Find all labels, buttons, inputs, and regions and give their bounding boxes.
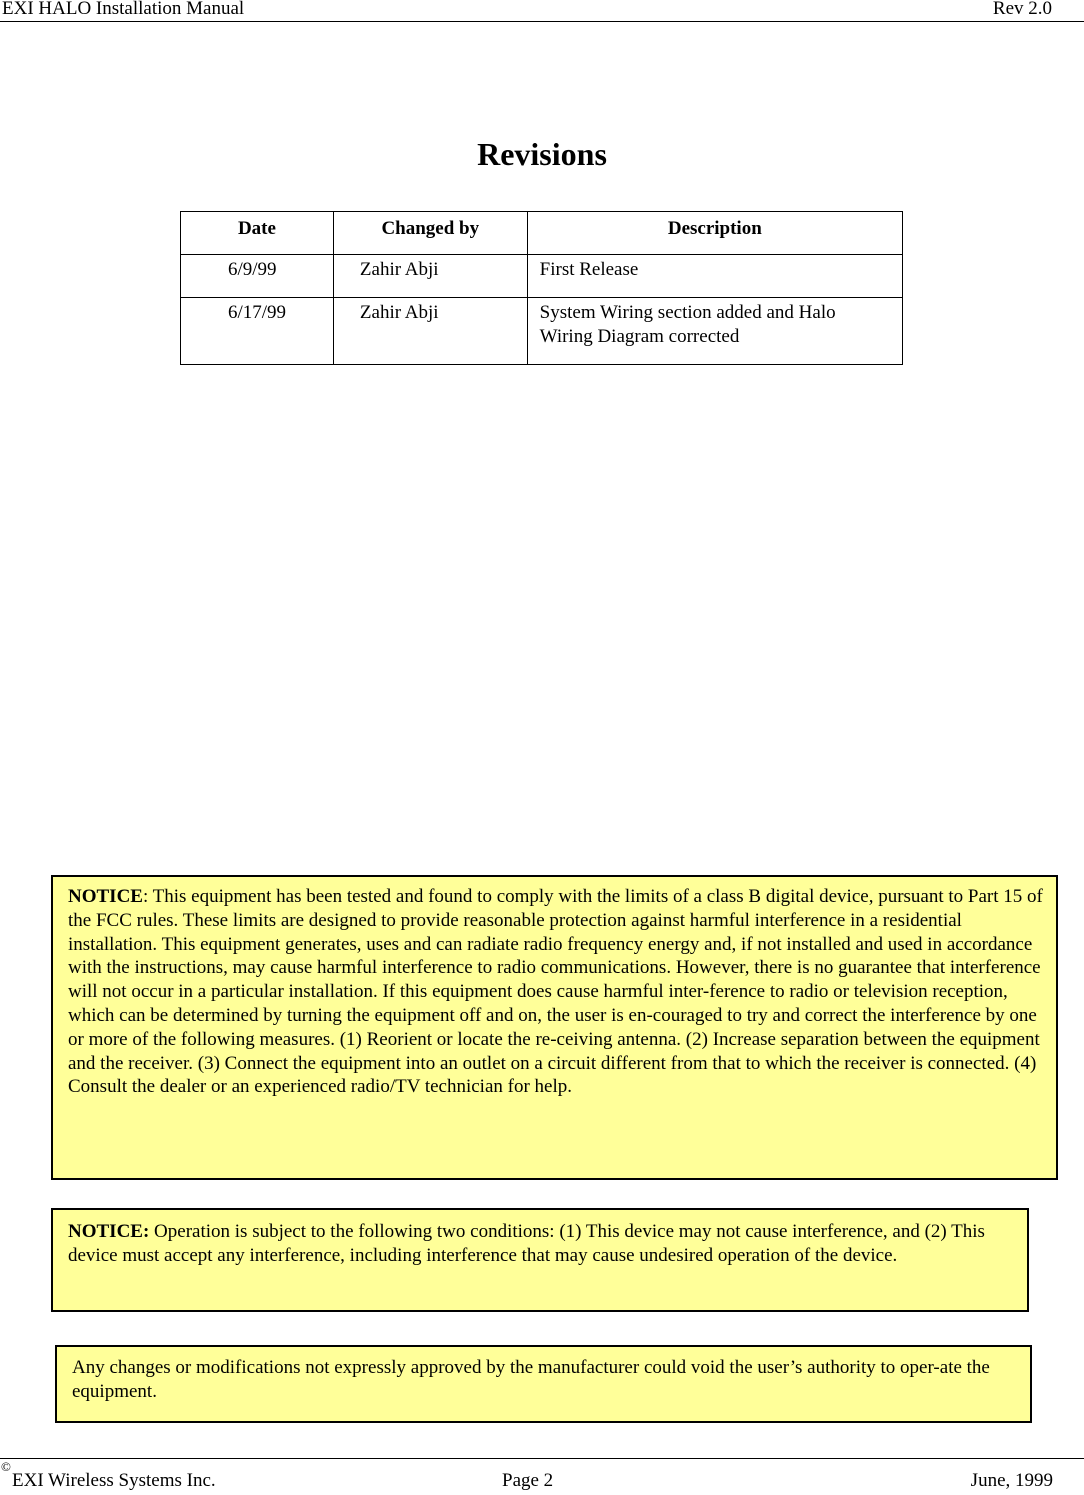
footer-company: EXI Wireless Systems Inc. [12,1470,216,1491]
table-row [181,298,903,365]
cell-changed-by: Zahir Abji [333,255,527,298]
table-header-row [181,212,903,255]
notice-text: This equipment has been tested and found to comply with the limits of a class B digital device, pursuant to Part 15 of the FCC rules. These limits are designed to provide reasonable protection against harmful interference in a residential installation. This equipment generates, uses and can radiate radio frequency energy and, if not installed and used in accordance with the instructions, may cause harmful interference to radio communications. However, there is no guarantee that interference will not occur in a particular installation. If this equipment does cause harmful inter-ference to radio or television reception, which can be determined by turning the equipment off and on, the user is en-couraged to try and correct the interference by one or more of the following measures. (1) Reorient or locate the re-ceiving antenna. (2) Increase separation between the equipment and the receiver. (3) Connect the equipment into an outlet on a circuit different from that to which the receiver is connected. (4) Consult the dealer or an experienced radio/TV technician for help. [68,886,1043,1098]
notice-text: Any changes or modifications not expressly approved by the manufacturer could void the user’s authority to oper-ate the equipment. [72,1357,990,1402]
notice-label: NOTICE [68,886,143,907]
table-row [181,255,903,298]
page-title: Revisions [477,136,607,172]
notice-text: Operation is subject to the following two conditions: (1) This device may not cause interference, and (2) This device must accept any interference, including interference that may cause undesired operation of the device. [68,1221,985,1266]
revisions-table [180,211,903,365]
copyright-icon: © [1,1459,11,1474]
notice-separator: : [142,886,153,907]
cell-changed-by: Zahir Abji [333,298,527,365]
footer-page-number: Page 2 [502,1470,554,1491]
page-header [0,0,1084,22]
cell-description: System Wiring section added and Halo Wiring Diagram corrected [527,298,902,365]
fcc-class-b-notice [51,875,1058,1180]
page-footer [0,1458,1084,1495]
column-header-date: Date [181,212,334,255]
notice-label: NOTICE: [68,1221,150,1242]
cell-date: 6/17/99 [181,298,334,365]
header-title: EXI HALO Installation Manual [2,0,245,19]
cell-date: 6/9/99 [181,255,334,298]
footer-date: June, 1999 [970,1470,1053,1491]
column-header-description: Description [527,212,902,255]
header-revision: Rev 2.0 [992,0,1052,19]
operation-conditions-notice [51,1208,1029,1312]
cell-description: First Release [527,255,902,298]
column-header-changed-by: Changed by [333,212,527,255]
modifications-notice [55,1345,1032,1423]
